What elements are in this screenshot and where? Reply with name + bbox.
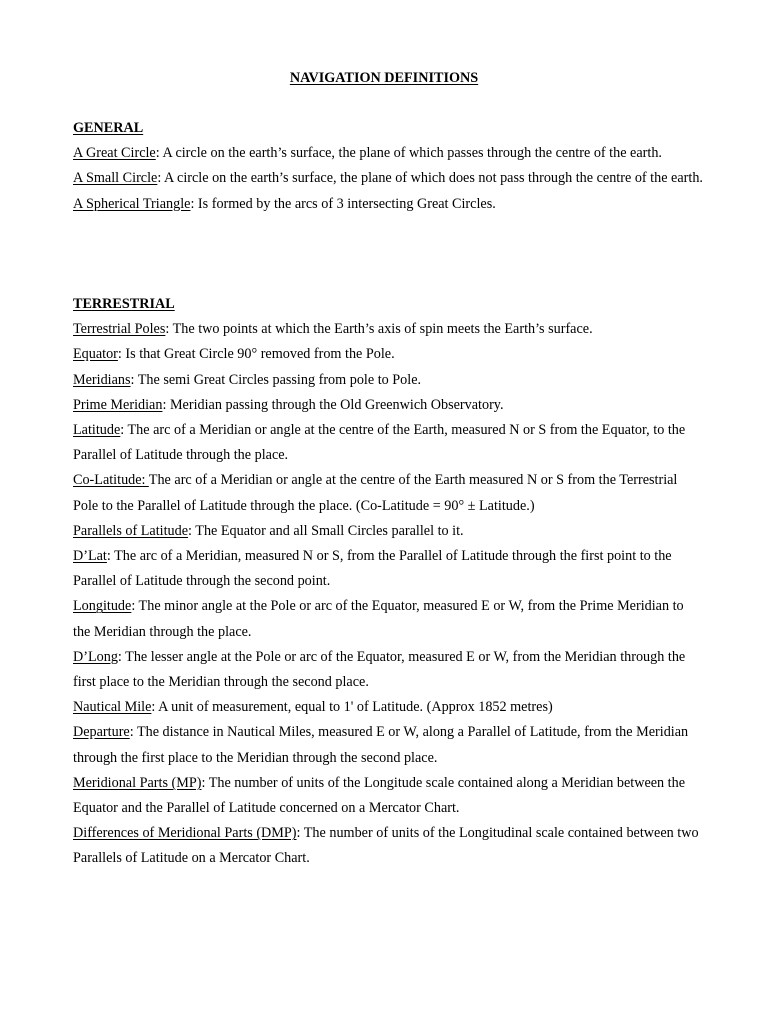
- definition-text: : Is formed by the arcs of 3 intersecting Great Circles.: [190, 195, 496, 212]
- definition-text: The arc of a Meridian or angle at the centre of the Earth measured N or S from the Terrestrial Pole to the Parallel of Latitude through the place. (Co-Latitude = 90° ± Latitude.): [73, 472, 678, 514]
- definition-dmp: [73, 821, 703, 871]
- term: Equator: [73, 346, 118, 363]
- definition-text: : The two points at which the Earth’s axis of spin meets the Earth’s surface.: [165, 321, 593, 338]
- definition-spherical-triangle: [73, 192, 703, 217]
- term: Departure: [73, 724, 130, 741]
- term: Nautical Mile: [73, 699, 152, 716]
- definition-meridians: [73, 368, 703, 393]
- term: Longitude: [73, 598, 132, 615]
- definition-text: : The arc of a Meridian, measured N or S, from the Parallel of Latitude through the first point to the Parallel of Latitude through the second point.: [73, 548, 672, 590]
- term: A Small Circle: [73, 170, 158, 187]
- term: A Spherical Triangle: [73, 195, 191, 212]
- definition-latitude: [73, 418, 703, 468]
- definition-text: : The number of units of the Longitude scale contained along a Meridian between the Equator and the Parallel of Latitude concerned on a Mercator Chart.: [73, 774, 686, 817]
- definition-dlong: [73, 645, 703, 695]
- definition-text: : A circle on the earth’s surface, the plane of which passes through the centre of the earth.: [155, 145, 662, 162]
- section-heading-general: GENERAL: [73, 120, 144, 136]
- section-general: [73, 116, 703, 217]
- term: Parallels of Latitude: [73, 522, 189, 539]
- definition-terrestrial-poles: [73, 317, 703, 342]
- document-title: NAVIGATION DEFINITIONS: [289, 70, 479, 86]
- definition-equator: [73, 342, 703, 367]
- term: Meridional Parts (MP): [73, 774, 202, 791]
- definition-co-latitude: [73, 468, 703, 518]
- definition-text: : The Equator and all Small Circles parallel to it.: [188, 522, 464, 539]
- definition-text: : Is that Great Circle 90° removed from the Pole.: [117, 346, 395, 363]
- definition-text: : The lesser angle at the Pole or arc of the Equator, measured E or W, from the Meridian through the first place to the Meridian through the second place.: [73, 648, 686, 691]
- definition-text: : The distance in Nautical Miles, measured E or W, along a Parallel of Latitude, from the Meridian through the first place to the Meridian through the second place.: [73, 724, 689, 766]
- definition-small-circle: [73, 166, 703, 191]
- definition-great-circle: [73, 141, 703, 166]
- term: D’Long: [73, 648, 118, 665]
- definition-dlat: [73, 544, 703, 594]
- term: Co-Latitude:: [73, 472, 149, 489]
- definition-text: : The number of units of the Longitudinal scale contained between two Parallels of Latitude on a Mercator Chart.: [73, 825, 699, 867]
- definition-longitude: [73, 594, 703, 644]
- term: Prime Meridian: [73, 396, 163, 413]
- definition-text: : A circle on the earth’s surface, the plane of which does not pass through the centre of the earth.: [157, 170, 703, 187]
- definition-meridional-parts: [73, 771, 703, 821]
- definition-text: : The minor angle at the Pole or arc of the Equator, measured E or W, from the Prime Meridian to the Meridian through the place.: [73, 598, 684, 640]
- section-heading-terrestrial: TERRESTRIAL: [73, 296, 175, 312]
- definition-text: : Meridian passing through the Old Greenwich Observatory.: [162, 396, 504, 413]
- term: Terrestrial Poles: [73, 321, 166, 338]
- term: Meridians: [73, 371, 131, 388]
- definition-nautical-mile: [73, 695, 703, 720]
- definition-text: : A unit of measurement, equal to 1' of Latitude. (Approx 1852 metres): [151, 699, 553, 716]
- definition-prime-meridian: [73, 393, 703, 418]
- definition-text: : The arc of a Meridian or angle at the centre of the Earth, measured N or S from the Equator, to the Parallel of Latitude through the place.: [73, 422, 686, 464]
- section-terrestrial: [73, 292, 703, 872]
- term: Differences of Meridional Parts (DMP): [73, 825, 297, 842]
- term: Latitude: [73, 422, 121, 439]
- term: D’Lat: [73, 548, 107, 565]
- definition-text: : The semi Great Circles passing from pole to Pole.: [130, 371, 422, 388]
- term: A Great Circle: [73, 145, 156, 162]
- definition-parallels-of-latitude: [73, 519, 703, 544]
- definition-departure: [73, 720, 703, 770]
